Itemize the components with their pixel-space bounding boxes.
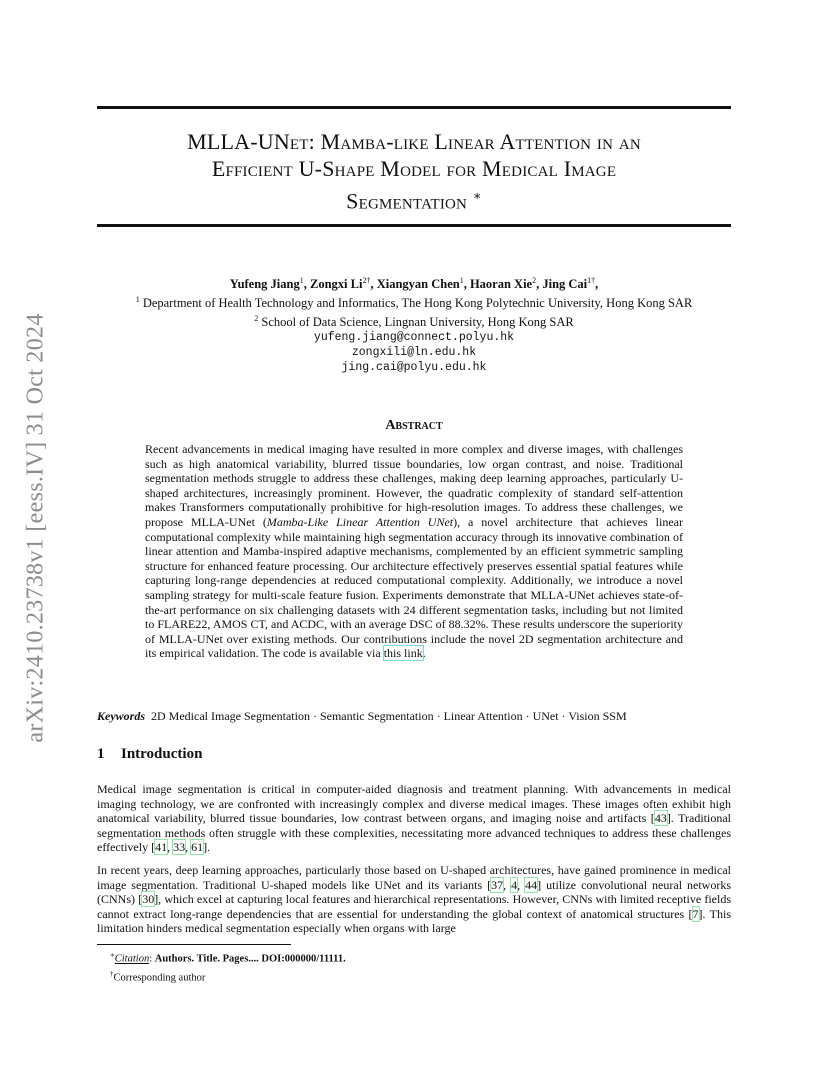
affiliation-text: School of Data Science, Lingnan University, Hong Kong SAR xyxy=(261,315,574,330)
citation-link[interactable]: 7 xyxy=(692,906,699,921)
abstract-body xyxy=(145,442,683,661)
affiliation-2 xyxy=(97,311,731,330)
citation-link[interactable]: 61 xyxy=(191,840,204,855)
paragraph-text: ]. xyxy=(203,840,211,855)
footnotes xyxy=(110,948,346,985)
keywords-text: 2D Medical Image Segmentation · Semantic Segmentation · Linear Attention · UNet · Vision SSM xyxy=(151,709,627,723)
arxiv-identifier: arXiv:2410.23738v1 [eess.IV] 31 Oct 2024 xyxy=(22,313,49,743)
email-3[interactable]: jing.cai@polyu.edu.hk xyxy=(341,361,487,375)
footnote-label: Citation xyxy=(114,953,150,965)
intro-paragraph-2: In recent years, deep learning approaches, particularly those based on U-shaped architectures, have gained prominence in medical image segmentation. Traditional U-shaped models like UNet and its variants [37, 4, 44] utilize convolutional neural networks (CNNs) [30], which excel at capturing local features and hierarchical representations. However, CNNs with limited receptive fields cannot extract long-range dependencies that are essential for understanding the global context of anatomical structures [7]. This limitation hinders medical segmentation especially when organs with large xyxy=(97,863,732,936)
section-heading xyxy=(97,746,202,763)
code-link[interactable]: this link xyxy=(383,646,423,661)
author-block xyxy=(97,273,731,375)
footnote-rule xyxy=(97,944,291,945)
intro-paragraph-1: Medical image segmentation is critical in computer-aided diagnosis and treatment planning. With advancements in medical imaging technology, we are confronted with increasingly complex and diverse medical images. These images often exhibit high anatomical variability, blurred tissue boundaries, low contrast between organs, and imaging noise and artifacts [43]. Traditional segmentation methods often struggle with these complexities, necessitating more advanced techniques to address these challenges effectively [41, 33, 61]. xyxy=(97,782,732,855)
paragraph-text: In recent years, deep learning approaches, particularly those based on U-shaped architectures, have gained prominence in medical image segmentation. Traditional U-shaped models like UNet and its variants [ xyxy=(97,863,731,892)
section-title: Introduction xyxy=(121,746,203,762)
affiliation-1 xyxy=(97,292,731,311)
footnote-text: Authors. Title. Pages.... DOI:000000/11111. xyxy=(154,953,346,965)
author-name: Zongxi Li xyxy=(309,277,363,292)
author-name: Xiangyan Chen xyxy=(376,277,460,292)
affiliation-mark: 1 xyxy=(135,295,140,305)
author-affiliation-mark: 1 xyxy=(299,276,304,285)
title-footnote-mark: ∗ xyxy=(472,188,482,203)
author-affiliation-mark: 2† xyxy=(362,276,371,285)
paragraph-text: ]. This limitation hinders medical segmentation especially when organs with large xyxy=(97,906,731,936)
paper-title xyxy=(97,128,731,214)
author-name: Jing Cai xyxy=(542,277,588,292)
author-affiliation-mark: 1 xyxy=(459,276,464,285)
footnote-mark: † xyxy=(110,969,114,978)
footnote-corresponding xyxy=(110,967,346,986)
author-affiliation-mark: 1† xyxy=(587,276,596,285)
citation-link[interactable]: 30 xyxy=(142,892,155,907)
email-2[interactable]: zongxili@ln.edu.hk xyxy=(351,346,477,360)
affiliation-mark: 2 xyxy=(254,314,259,324)
paragraph-text: ], which excel at capturing local features and hierarchical representations. However, CNNs with limited receptive fields cannot extract long-range dependencies that are essential for understanding the global context of anatomical structures [ xyxy=(97,892,731,921)
author-names: Yufeng Jiang$^1$, Zongxi $Li^{2\dagger}$, Xiangyan Chen$^1$, Haoran Xie$^2$, Jing Cai$^{1\dagger}$, xyxy=(229,276,599,292)
author-affiliation-mark: 2 xyxy=(532,276,537,285)
citation-link[interactable]: 4 xyxy=(511,877,518,892)
citation-link[interactable]: 37 xyxy=(491,877,504,892)
arxiv-side-stamp xyxy=(18,288,54,768)
affiliation-text: Department of Health Technology and Informatics, The Hong Kong Polytechnic University, Hong Kong SAR xyxy=(142,296,693,311)
citation-link[interactable]: 44 xyxy=(525,877,538,892)
paragraph-text: ]. Traditional segmentation methods often struggle with these complexities, necessitating more advanced techniques to address these challenges effectively [ xyxy=(97,811,732,855)
title-line-2: Efficient U-Shape Model for Medical Image xyxy=(211,156,617,181)
author-name: Haoran Xie xyxy=(469,277,533,292)
keywords-label: Keywords xyxy=(97,709,145,723)
abstract-text: Recent advancements in medical imaging have resulted in more complex and diverse images, with challenges such as high anatomical variability, blurred tissue boundaries, low organ contrast, and noise. Traditional segmentation methods struggle to address these challenges, making deep learning approaches, particularly U-shaped architectures, increasingly prominent. However, the quadratic complexity of standard self-attention makes Transformers computationally prohibitive for high-resolution images. To address these challenges, we propose MLLA-UNet ( xyxy=(145,442,683,529)
abstract-text: . xyxy=(422,646,426,661)
footnote-separator: : xyxy=(149,953,155,965)
title-top-rule xyxy=(97,106,731,109)
abstract-text: ), a novel architecture that achieves linear computational complexity while maintaining high segmentation accuracy through its innovative combination of linear attention and Mamba-inspired adaptive mechanisms, complemented by an efficient symmetric sampling structure for enhanced feature processing. Our architecture effectively preserves essential spatial features while capturing long-range dependencies at reduced computational complexity. Additionally, we introduce a novel sampling strategy for multi-scale feature fusion. Experiments demonstrate that MLLA-UNet achieves state-of-the-art performance on six challenging datasets with 24 different segmentation tasks, including but not limited to FLARE22, AMOS CT, and ACDC, with an average DSC of 88.32%. These results underscore the superiority of MLLA-UNet over existing methods. Our contributions include the novel 2D segmentation architecture and its empirical validation. The code is available via xyxy=(145,514,683,661)
footnote-citation xyxy=(110,948,346,967)
author-name: Yufeng Jiang xyxy=(229,277,300,292)
email-1[interactable]: yufeng.jiang@connect.polyu.hk xyxy=(313,331,515,345)
citation-link[interactable]: 33 xyxy=(173,840,186,855)
paragraph-text: Medical image segmentation is critical in computer-aided diagnosis and treatment planning. With advancements in medical imaging technology, we are confronted with increasingly complex and diverse medical images. These images often exhibit high anatomical variability, blurred tissue boundaries, low contrast between organs, and imaging noise and artifacts [ xyxy=(97,782,731,826)
citation-link[interactable]: 41 xyxy=(155,840,168,855)
paragraph-text: ] utilize convolutional neural networks (CNNs) [ xyxy=(97,877,732,907)
abstract-heading: Abstract xyxy=(385,418,443,433)
title-line-3: Segmentation xyxy=(346,188,468,214)
section-number: 1 xyxy=(97,746,105,762)
footnote-mark: ∗ xyxy=(110,951,115,959)
footnote-text: Corresponding author xyxy=(113,972,206,983)
abstract-emphasis: Mamba-Like Linear Attention UNet xyxy=(266,514,454,529)
title-bottom-rule xyxy=(97,224,731,227)
title-line-1: MLLA-UNet: Mamba-like Linear Attention in an xyxy=(187,129,641,154)
keywords-line xyxy=(97,709,731,724)
citation-link[interactable]: 43 xyxy=(654,811,667,826)
